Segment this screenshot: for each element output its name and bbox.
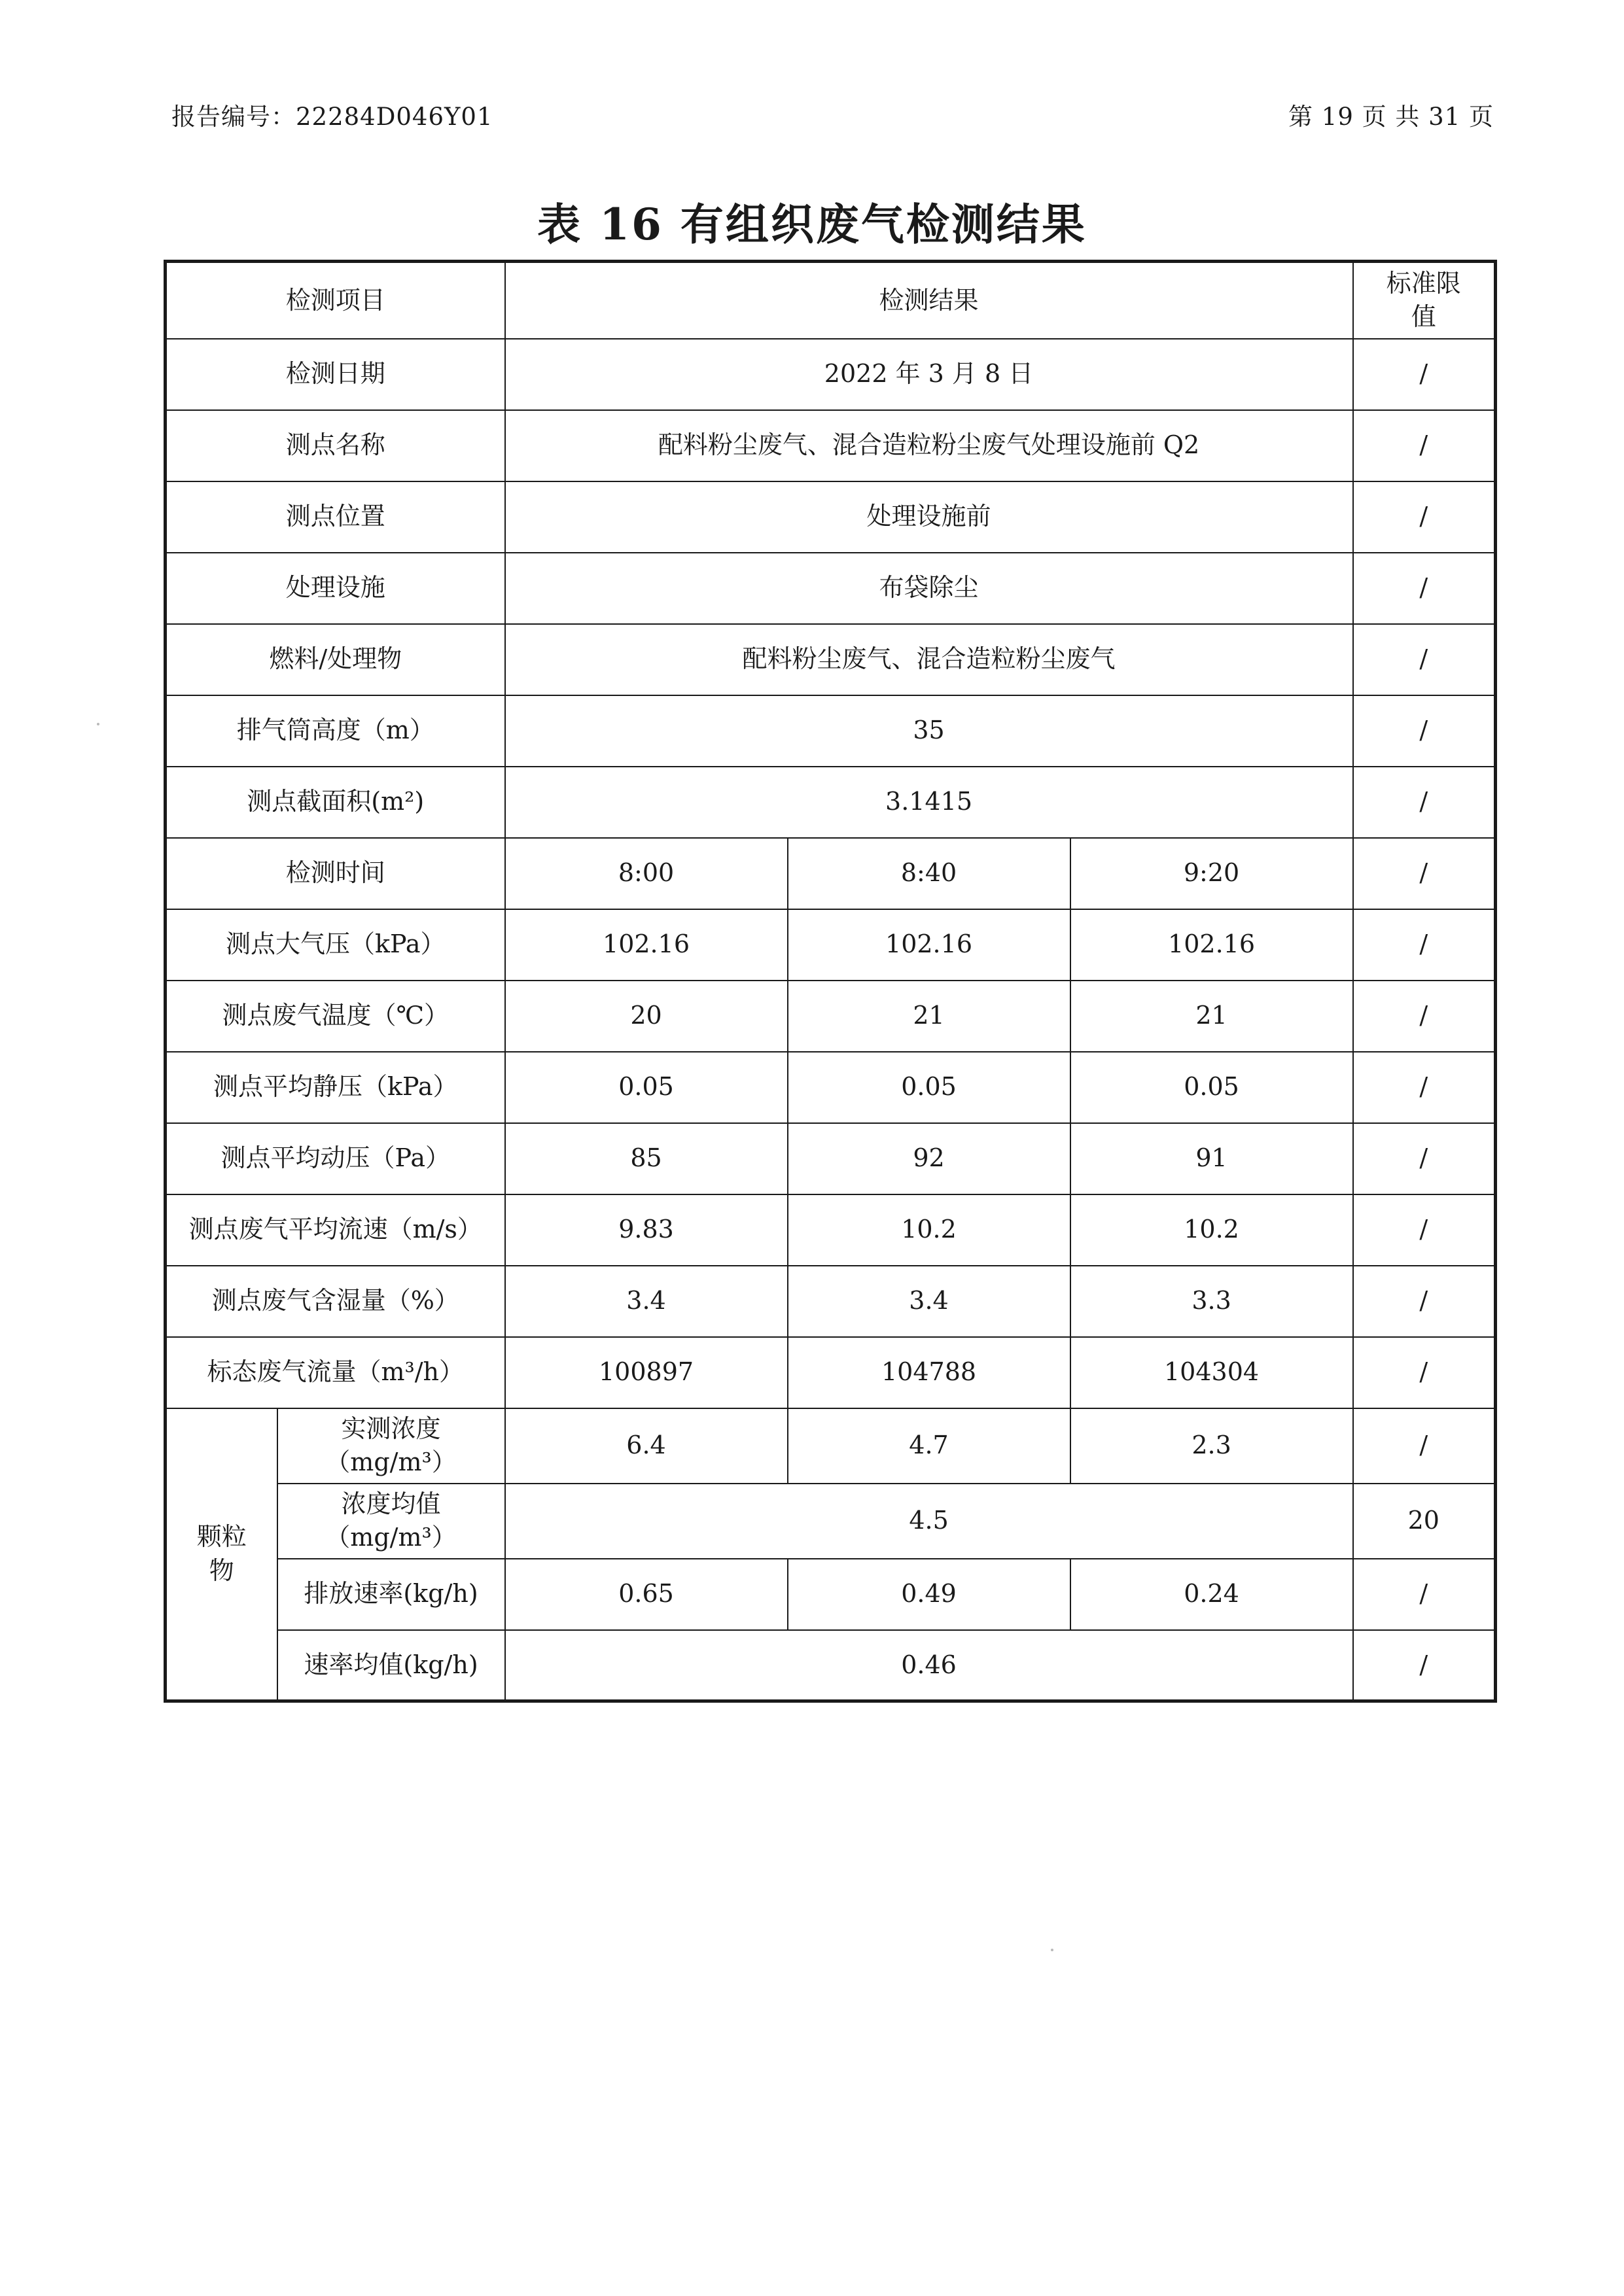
row-value: 处理设施前 — [505, 481, 1353, 553]
row-limit: / — [1353, 1123, 1496, 1194]
cell-value: 102.16 — [1070, 909, 1353, 981]
header-result: 检测结果 — [505, 262, 1353, 339]
row-limit: / — [1353, 410, 1496, 481]
row-label: 测点废气温度（℃） — [166, 981, 505, 1052]
table-row — [166, 553, 1496, 624]
row-value: 配料粉尘废气、混合造粒粉尘废气 — [505, 624, 1353, 695]
row-limit: / — [1353, 767, 1496, 838]
row-limit: / — [1353, 481, 1496, 553]
header-limit-line1: 标准限 — [1386, 268, 1461, 298]
page-number: 第 19 页 共 31 页 — [1288, 103, 1494, 131]
table-row — [166, 838, 1496, 909]
row-limit: / — [1353, 981, 1496, 1052]
row-label: 测点平均静压（kPa） — [166, 1052, 505, 1123]
row-value: 配料粉尘废气、混合造粒粉尘废气处理设施前 Q2 — [505, 410, 1353, 481]
row-limit: / — [1353, 1559, 1496, 1630]
cell-value: 91 — [1070, 1123, 1353, 1194]
row-limit: / — [1353, 1630, 1496, 1701]
row-limit: / — [1353, 1052, 1496, 1123]
row-value: 2022 年 3 月 8 日 — [505, 339, 1353, 410]
cell-value: 0.46 — [505, 1630, 1353, 1701]
table-row — [166, 1484, 1496, 1559]
row-label: 检测时间 — [166, 838, 505, 909]
cell-value: 0.05 — [505, 1052, 788, 1123]
cell-value: 10.2 — [788, 1194, 1070, 1266]
table-row — [166, 1559, 1496, 1630]
row-label: 燃料/处理物 — [166, 624, 505, 695]
row-label: 速率均值(kg/h) — [277, 1630, 505, 1701]
row-limit: / — [1353, 1408, 1496, 1484]
table-row — [166, 410, 1496, 481]
row-limit: 20 — [1353, 1484, 1496, 1559]
table-row — [166, 909, 1496, 981]
table-row — [166, 1630, 1496, 1701]
cell-value: 0.49 — [788, 1559, 1070, 1630]
cell-value: 9.83 — [505, 1194, 788, 1266]
row-label: 标态废气流量（m³/h） — [166, 1337, 505, 1408]
cell-value: 21 — [788, 981, 1070, 1052]
row-limit: / — [1353, 553, 1496, 624]
row-label: 测点平均动压（Pa） — [166, 1123, 505, 1194]
row-label: 测点截面积(m²) — [166, 767, 505, 838]
particulate-label-line2: 物 — [209, 1556, 234, 1585]
row-label: 排放速率(kg/h) — [277, 1559, 505, 1630]
row-value: 布袋除尘 — [505, 553, 1353, 624]
cell-value: 9:20 — [1070, 838, 1353, 909]
header-limit-line2: 值 — [1411, 302, 1436, 332]
cell-value: 102.16 — [505, 909, 788, 981]
row-limit: / — [1353, 838, 1496, 909]
row-limit: / — [1353, 1337, 1496, 1408]
row-label: 测点名称 — [166, 410, 505, 481]
conc-label-line2: （mg/m³） — [325, 1448, 457, 1476]
cell-value: 10.2 — [1070, 1194, 1353, 1266]
header-row — [166, 262, 1496, 339]
row-limit: / — [1353, 1194, 1496, 1266]
row-limit: / — [1353, 624, 1496, 695]
cell-value: 0.05 — [788, 1052, 1070, 1123]
conc-avg-label-line1: 浓度均值 — [341, 1489, 441, 1518]
table-title: 表 16 有组织废气检测结果 — [537, 199, 1087, 250]
row-label: 处理设施 — [166, 553, 505, 624]
cell-value: 3.4 — [505, 1266, 788, 1337]
row-label — [277, 1484, 505, 1559]
cell-value: 20 — [505, 981, 788, 1052]
cell-value: 104788 — [788, 1337, 1070, 1408]
row-value: 35 — [505, 695, 1353, 767]
exhaust-gas-results-table — [164, 260, 1497, 1703]
table-row — [166, 1337, 1496, 1408]
cell-value: 0.05 — [1070, 1052, 1353, 1123]
cell-value: 85 — [505, 1123, 788, 1194]
cell-value: 2.3 — [1070, 1408, 1353, 1484]
cell-value: 104304 — [1070, 1337, 1353, 1408]
cell-value: 8:40 — [788, 838, 1070, 909]
row-limit: / — [1353, 695, 1496, 767]
cell-value: 92 — [788, 1123, 1070, 1194]
conc-avg-label-line2: （mg/m³） — [325, 1523, 457, 1552]
cell-value: 6.4 — [505, 1408, 788, 1484]
table-row — [166, 1123, 1496, 1194]
row-label: 测点大气压（kPa） — [166, 909, 505, 981]
table-row — [166, 1266, 1496, 1337]
cell-value: 100897 — [505, 1337, 788, 1408]
cell-value: 0.65 — [505, 1559, 788, 1630]
particulate-group-label — [166, 1408, 277, 1701]
table-row — [166, 339, 1496, 410]
row-label: 测点废气平均流速（m/s） — [166, 1194, 505, 1266]
cell-value: 4.5 — [505, 1484, 1353, 1559]
row-label: 检测日期 — [166, 339, 505, 410]
cell-value: 21 — [1070, 981, 1353, 1052]
row-limit: / — [1353, 1266, 1496, 1337]
header-item: 检测项目 — [166, 262, 505, 339]
table-row — [166, 767, 1496, 838]
table-row — [166, 624, 1496, 695]
row-label: 排气筒高度（m） — [166, 695, 505, 767]
table-row — [166, 1052, 1496, 1123]
table-row — [166, 481, 1496, 553]
table-row — [166, 1408, 1496, 1484]
table-row — [166, 1194, 1496, 1266]
cell-value: 8:00 — [505, 838, 788, 909]
cell-value: 0.24 — [1070, 1559, 1353, 1630]
particulate-label-line1: 颗粒 — [196, 1522, 247, 1552]
cell-value: 3.3 — [1070, 1266, 1353, 1337]
scan-speck — [1051, 1949, 1053, 1951]
row-limit: / — [1353, 909, 1496, 981]
report-number: 报告编号：22284D046Y01 — [171, 103, 493, 131]
table-row — [166, 695, 1496, 767]
scan-speck — [97, 723, 99, 725]
row-label — [277, 1408, 505, 1484]
row-value: 3.1415 — [505, 767, 1353, 838]
conc-label-line1: 实测浓度 — [341, 1414, 441, 1443]
row-limit: / — [1353, 339, 1496, 410]
row-label: 测点废气含湿量（%） — [166, 1266, 505, 1337]
table-row — [166, 981, 1496, 1052]
cell-value: 3.4 — [788, 1266, 1070, 1337]
header-limit — [1353, 262, 1496, 339]
cell-value: 4.7 — [788, 1408, 1070, 1484]
cell-value: 102.16 — [788, 909, 1070, 981]
row-label: 测点位置 — [166, 481, 505, 553]
